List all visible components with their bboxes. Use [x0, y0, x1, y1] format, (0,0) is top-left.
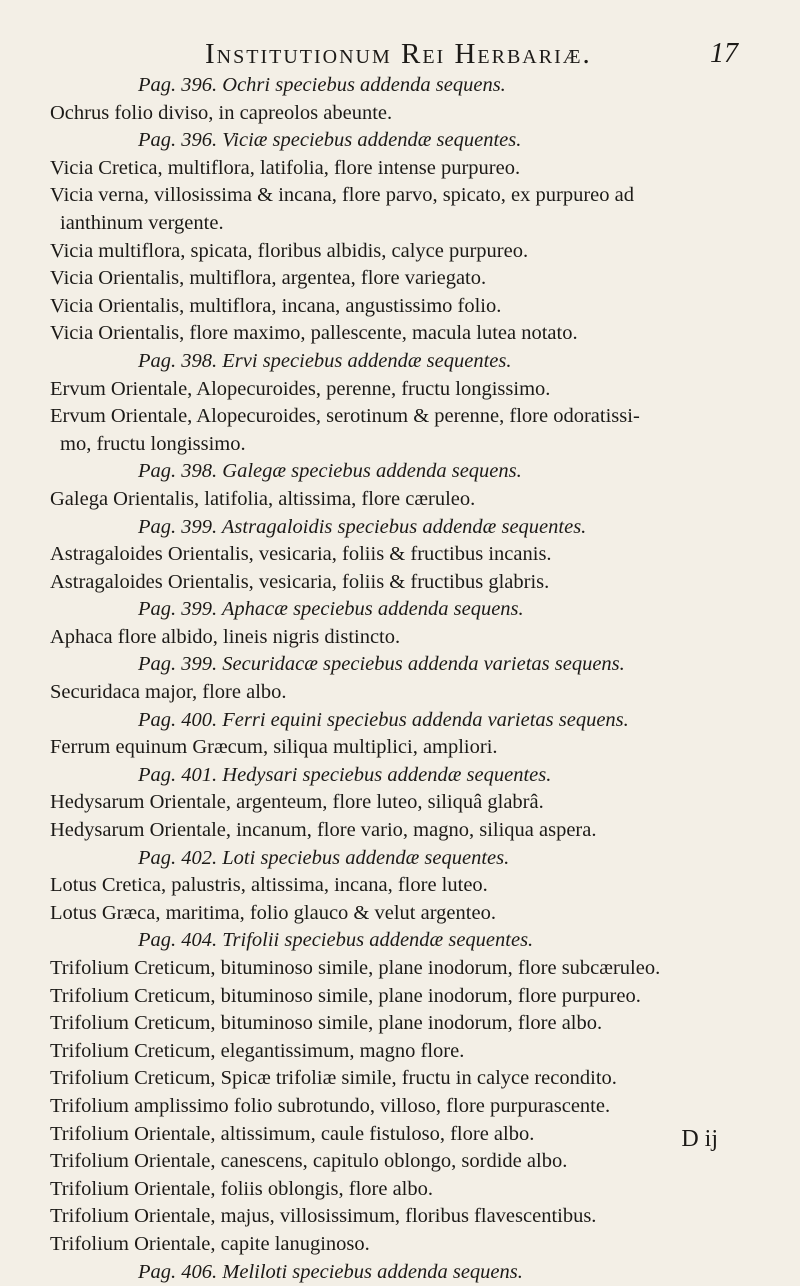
- species-entry: Galega Orientalis, latifolia, altissima, flore cæruleo.: [50, 487, 476, 510]
- species-entry: Trifolium Orientale, foliis oblongis, flore albo.: [50, 1177, 434, 1200]
- species-entry: Trifolium Orientale, canescens, capitulo oblongo, sordide albo.: [50, 1150, 568, 1173]
- species-entry: Vicia Cretica, multiflora, latifolia, flore intense purpureo.: [50, 156, 521, 179]
- species-entry: Hedysarum Orientale, incanum, flore vario, magno, siliqua aspera.: [50, 819, 597, 842]
- species-entry: Trifolium Orientale, capite lanuginoso.: [50, 1232, 370, 1255]
- species-entry: Lotus Cretica, palustris, altissima, incana, flore luteo.: [50, 874, 488, 897]
- section-heading: Pag. 399. Aphacæ speciebus addenda sequens.: [138, 598, 524, 621]
- species-entry: Aphaca flore albido, lineis nigris distincto.: [50, 625, 401, 648]
- species-entry: Vicia Orientalis, multiflora, argentea, flore variegato.: [50, 267, 487, 290]
- section-heading: Pag. 406. Meliloti speciebus addenda sequens.: [138, 1260, 523, 1283]
- species-entry: Trifolium Orientale, altissimum, caule fistuloso, flore albo.: [50, 1122, 535, 1145]
- text-block: [50, 72, 738, 1286]
- species-entry: Astragaloides Orientalis, vesicaria, foliis & fructibus incanis.: [50, 543, 552, 566]
- species-entry: Trifolium Creticum, bituminoso simile, plane inodorum, flore albo.: [50, 1012, 603, 1035]
- page-number: 17: [710, 38, 738, 69]
- section-heading: Pag. 399. Securidacæ speciebus addenda varietas sequens.: [138, 653, 625, 676]
- section-heading: Pag. 396. Ochri speciebus addenda sequens.: [138, 74, 506, 96]
- section-heading: Pag. 399. Astragaloidis speciebus addendæ sequentes.: [138, 515, 587, 538]
- section-heading: Pag. 401. Hedysari speciebus addendæ sequentes.: [138, 763, 552, 786]
- species-entry: Ervum Orientale, Alopecuroides, serotinum & perenne, flore odoratissi-: [50, 405, 640, 428]
- section-heading: Pag. 398. Galegæ speciebus addenda sequens.: [138, 460, 522, 483]
- species-entry: Vicia verna, villosissima & incana, flore parvo, spicato, ex purpureo ad: [50, 184, 634, 207]
- species-entry: Trifolium Creticum, bituminoso simile, plane inodorum, flore subcæruleo.: [50, 957, 661, 979]
- species-entry: Trifolium Creticum, Spicæ trifoliæ simile, fructu in calyce recondito.: [50, 1067, 617, 1090]
- section-heading: Pag. 396. Viciæ speciebus addendæ sequentes.: [138, 129, 522, 152]
- species-entry: Ervum Orientale, Alopecuroides, perenne, fructu longissimo.: [50, 377, 551, 400]
- page-header: [50, 38, 738, 70]
- section-heading: Pag. 402. Loti speciebus addendæ sequentes.: [138, 846, 510, 869]
- entry-continuation: mo, fructu longissimo.: [60, 432, 246, 455]
- species-entry: Trifolium amplissimo folio subrotundo, villoso, flore purpurascente.: [50, 1094, 611, 1117]
- species-entry: Trifolium Creticum, elegantissimum, magno flore.: [50, 1039, 465, 1062]
- species-entry: Trifolium Creticum, bituminoso simile, plane inodorum, flore purpureo.: [50, 984, 641, 1007]
- species-entry: Securidaca major, flore albo.: [50, 681, 287, 704]
- species-entry: Astragaloides Orientalis, vesicaria, foliis & fructibus glabris.: [50, 570, 550, 593]
- species-entry: Hedysarum Orientale, argenteum, flore luteo, siliquâ glabrâ.: [50, 791, 544, 814]
- species-entry: Trifolium Orientale, majus, villosissimum, floribus flavescentibus.: [50, 1205, 597, 1228]
- section-heading: Pag. 398. Ervi speciebus addendæ sequentes.: [138, 349, 512, 372]
- species-entry: Lotus Græca, maritima, folio glauco & velut argenteo.: [50, 901, 496, 924]
- section-heading: Pag. 400. Ferri equini speciebus addenda varietas sequens.: [138, 708, 629, 731]
- section-heading: Pag. 404. Trifolii speciebus addendæ sequentes.: [138, 929, 534, 952]
- species-entry: Ochrus folio diviso, in capreolos abeunte.: [50, 101, 393, 124]
- entry-continuation: ianthinum vergente.: [60, 211, 224, 234]
- species-entry: Vicia Orientalis, flore maximo, pallescente, macula lutea notato.: [50, 322, 578, 345]
- signature-mark: D ij: [681, 1126, 718, 1152]
- species-entry: Ferrum equinum Græcum, siliqua multiplici, ampliori.: [50, 736, 498, 759]
- running-title: Institutionum Rei Herbariæ.: [205, 38, 592, 70]
- species-entry: Vicia multiflora, spicata, floribus albidis, calyce purpureo.: [50, 239, 529, 262]
- species-entry: Vicia Orientalis, multiflora, incana, angustissimo folio.: [50, 294, 502, 317]
